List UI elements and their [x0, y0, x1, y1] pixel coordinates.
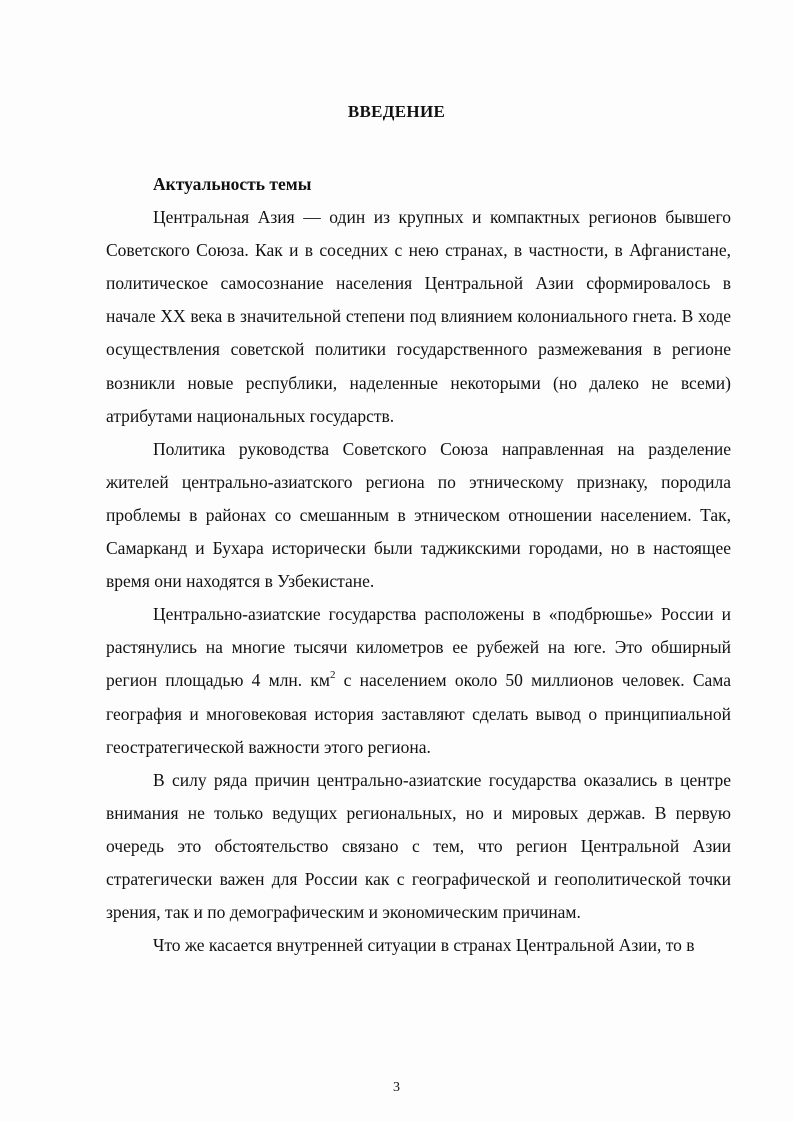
paragraph-4: В силу ряда причин центрально-азиатские государства оказались в центре внимания не только ведущих региональных, но и мировых держав. В первую очередь это обстоятельство связано с тем, что регион Центральной Азии стратегически важен для России как с географической и геополитической точки зрения, так и по демографическим и экономическим причинам. [106, 769, 731, 923]
paragraph-3-part-2: с населением около 50 миллионов человек. Сама география и многовековая история заставляют сделать вывод о принципиальной геостратегической важности этого региона. [106, 670, 731, 757]
paragraph-1: Центральная Азия — один из крупных и компактных регионов бывшего Советского Союза. Как и в соседних с нею странах, в частности, в Афганистане, политическое самосознание населения Центральной Азии сформировалось в начале XX века в значительной степени под влиянием колониального гнета. В ходе осуществления советской политики государственного размежевания в регионе возникли новые республики, наделенные некоторыми (но далеко не всеми) атрибутами национальных государств. [106, 207, 731, 426]
paragraph-3 [106, 598, 731, 763]
body-text [106, 168, 731, 962]
superscript-2: 2 [329, 668, 336, 681]
paragraph-2: Политика руководства Советского Союза направленная на разделение жителей центрально-азиатского региона по этническому признаку, породила проблемы в районах со смешанным в этническом отношении населением. Так, Самарканд и Бухара исторически были таджикскими городами, но в настоящее время они находятся в Узбекистане. [106, 438, 731, 592]
section-subheading: Актуальность темы [153, 174, 312, 194]
paragraph-5: Что же касается внутренней ситуации в странах Центральной Азии, то в [153, 935, 695, 956]
paragraph-3-part-1: Центрально-азиатские государства расположены в «подбрюшье» России и растянулись на многие тысячи километров ее рубежей на юге. Это обширный регион площадью 4 млн. км [106, 604, 731, 691]
page-number: 3 [393, 1080, 400, 1095]
page-title: ВВЕДЕНИЕ [347, 102, 446, 121]
